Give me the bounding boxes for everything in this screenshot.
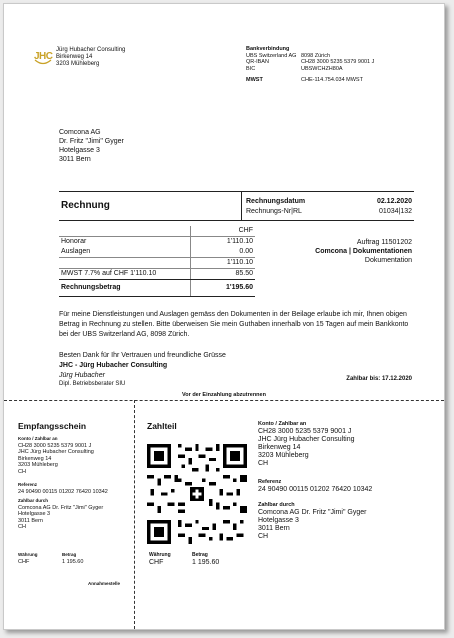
- invoice-page: [3, 3, 445, 630]
- invoice-title: Rechnung: [61, 200, 110, 211]
- signoff-title: Dipl. Betriebsberater SIU: [59, 381, 126, 387]
- payment-reference: Referenz 24 90490 00115 01202 76420 10342: [258, 479, 373, 493]
- greeting: Besten Dank für Ihr Vertrauen und freundliche Grüsse: [59, 352, 226, 359]
- payment-account: Konto / Zahlbar an CH28 3000 5235 5379 9001 J JHC Jürg Hubacher Consulting Birkenweg 14 3203 Mühleberg CH: [258, 421, 355, 467]
- table-row: MWST 7.7% auf CHF 1'110.10 85.50: [59, 269, 255, 280]
- number-label: Rechnungs-Nr|RL: [246, 208, 302, 215]
- signoff-company: JHC - Jürg Hubacher Consulting: [59, 362, 168, 369]
- receipt-amount: Betrag 1 195.60: [62, 552, 84, 565]
- payment-amount: Betrag 1 195.60: [192, 552, 220, 566]
- table-row: Auslagen 0.00: [59, 247, 255, 258]
- number-value: 01034|132: [379, 208, 412, 215]
- divider: [59, 220, 414, 221]
- total-row: Rechnungsbetrag 1'195.60: [59, 280, 255, 297]
- bank-row: BIC UBSWCHZH80A: [246, 65, 343, 72]
- logo-swoosh-icon: [34, 58, 52, 66]
- divider: [59, 191, 414, 192]
- bank-row: QR-IBAN CH28 3000 5235 5379 9001 J: [246, 59, 375, 65]
- body-text: Für meine Dienstleistungen und Auslagen gemäss den Dokumenten in der Beilage erlaube ich mir, Ihnen obigen Betrag in Rechnung zu stellen. Bitte überweisen Sie mein Guthaben innerhalb von 15 Tagen auf mein Bankkonto bei der UBS Switzerland AG, 8098 Zürich.: [59, 311, 409, 338]
- receipt-reference: Referenz 24 90490 00115 01202 76420 10342: [18, 482, 108, 495]
- payment-payer: Zahlbar durch Comcona AG Dr. Fritz "Jimi" Gyger Hotelgasse 3 3011 Bern CH: [258, 502, 367, 540]
- table-row: Honorar 1'110.10: [61, 238, 253, 245]
- sender-city: 3203 Mühleberg: [56, 61, 100, 67]
- perforation-horizontal: [4, 400, 444, 401]
- receipt-currency: Währung CHF: [18, 552, 38, 565]
- date-value: 02.12.2020: [376, 198, 412, 205]
- bank-heading: Bankverbindung: [246, 46, 290, 52]
- order-block: Auftrag 11501202 Comcona | Dokumentationen Dokumentation: [315, 239, 412, 264]
- sender-street: Birkenweg 14: [56, 54, 93, 60]
- perforation-vertical: [134, 400, 135, 629]
- due-date: Zahlbar bis: 17.12.2020: [346, 376, 412, 382]
- divider: [241, 191, 242, 220]
- recipient-address: Comcona AG Dr. Fritz "Jimi" Gyger Hotelgasse 3 3011 Bern: [59, 129, 124, 163]
- date-label: Rechnungsdatum: [246, 198, 306, 205]
- receipt-payer: Zahlbar durch Comcona AG Dr. Fritz "Jimi" Gyger Hotelgasse 3 3011 Bern CH: [18, 498, 104, 530]
- table-row: 1'110.10: [59, 258, 255, 269]
- jhc-logo-icon: JHC: [34, 46, 52, 64]
- payment-currency: Währung CHF: [149, 552, 171, 566]
- bank-row: UBS Switzerland AG 8098 Zürich: [246, 52, 331, 59]
- receipt-title: Empfangsschein: [18, 421, 87, 431]
- table-row: CHF: [59, 226, 255, 237]
- sender-name: Jürg Hubacher Consulting: [56, 47, 126, 53]
- qr-code-icon: [147, 444, 247, 544]
- sender-block: [56, 47, 176, 68]
- payment-title: Zahlteil: [147, 421, 177, 431]
- vat-row: MWST CHE-114.754.034 MWST: [246, 77, 363, 83]
- receipt-account: Konto / Zahlbar an CH28 3000 5235 5379 9001 J JHC Jürg Hubacher Consulting Birkenweg 14 3203 Mühleberg CH: [18, 436, 94, 475]
- acceptance-point: Annahmestelle: [87, 581, 120, 586]
- amount-table: [59, 226, 255, 297]
- separation-note: Vor der Einzahlung abzutrennen: [182, 392, 266, 398]
- bank-block: [246, 46, 436, 84]
- signature: Jürg Hubacher: [59, 372, 105, 379]
